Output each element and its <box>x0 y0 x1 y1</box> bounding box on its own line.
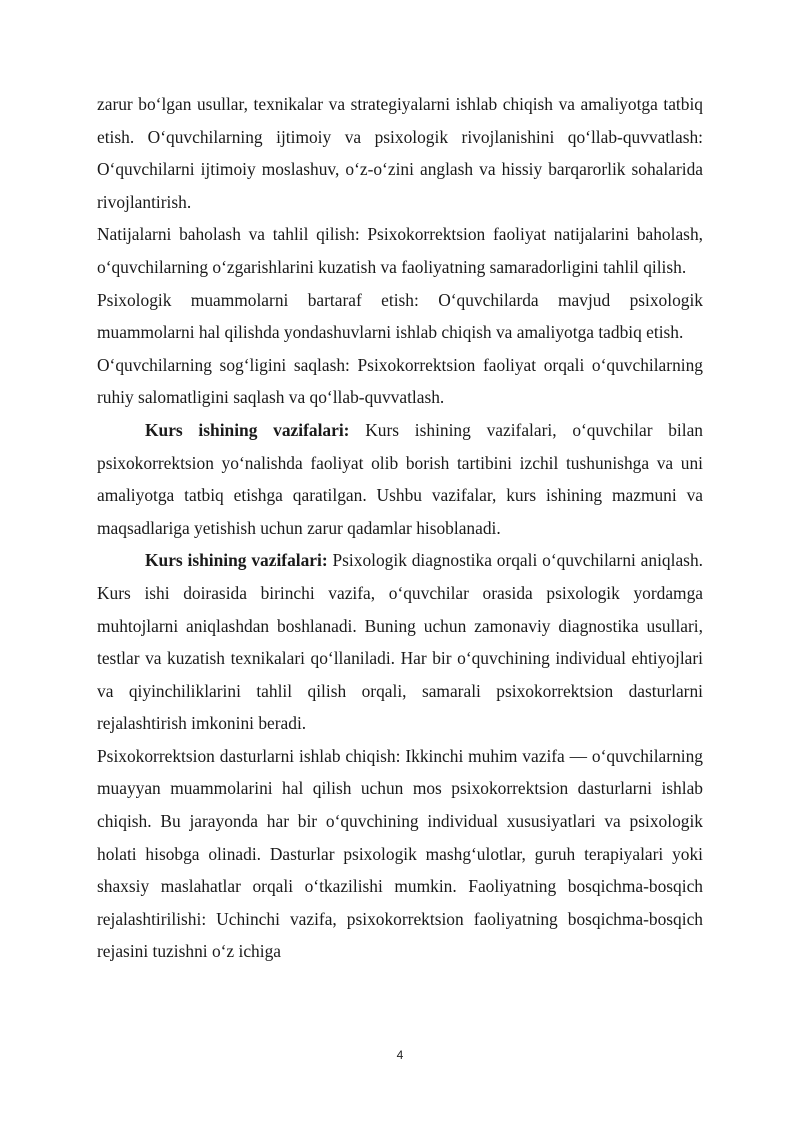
paragraph-3 <box>97 284 703 349</box>
paragraph-4-text: O‘quvchilarning sog‘ligini saqlash: Psixokorrektsion faoliyat orqali o‘quvchilarning ruhiy salomatligini saqlash va qo‘llab-quvvatlash. <box>97 354 703 408</box>
paragraph-2 <box>97 218 703 283</box>
page-number: 4 <box>396 1048 404 1062</box>
paragraph-6-text: Psixologik diagnostika orqali o‘quvchilarni aniqlash. Kurs ishi doirasida birinchi vazifa, o‘quvchilar orasida psixologik yordamga muhtojlarni aniqlashdan boshlanadi. Buning uchun zamonaviy diagnostika usullari, testlar va kuzatish texnikalari qo‘llaniladi. Har bir o‘quvchining individual ehtiyojlari va qiyinchiliklarini tahlil qilish orqali, samarali psixokorrektsion dasturlarni rejalashtirish imkonini beradi. <box>97 550 703 734</box>
paragraph-7-text: Psixokorrektsion dasturlarni ishlab chiqish: Ikkinchi muhim vazifa — o‘quvchilarning muayyan muammolarini hal qilish uchun mos psixokorrektsion dasturlarni ishlab chiqish. Bu jarayonda har bir o‘quvchining individual xususiyatlari va psixologik holati hisobga olinadi. Dasturlar psixologik mashg‘ulotlar, guruh terapiyalari yoki shaxsiy maslahatlar orqali o‘tkazilishi mumkin. Faoliyatning bosqichma-bosqich rejalashtirilishi: Uchinchi vazifa, psixokorrektsion faoliyatning bosqichma-bosqich rejasini tuzishni o‘z ichiga <box>97 745 703 962</box>
paragraph-5-heading: Kurs ishining vazifalari: <box>145 419 350 440</box>
paragraph-1-text: zarur bo‘lgan usullar, texnikalar va strategiyalarni ishlab chiqish va amaliyotga tatbiq etish. O‘quvchilarning ijtimoiy va psixologik rivojlanishini qo‘llab-quvvatlash: O‘quvchilarni ijtimoiy moslashuv, o‘z-o‘zini anglash va hissiy barqarorlik sohalarida rivojlantirish. <box>97 94 703 212</box>
page-body <box>97 88 703 968</box>
paragraph-6 <box>97 544 703 740</box>
paragraph-5 <box>97 414 703 544</box>
paragraph-2-text: Natijalarni baholash va tahlil qilish: Psixokorrektsion faoliyat natijalarini baholash, o‘quvchilarning o‘zgarishlarini kuzatish va faoliyatning samaradorligini tahlil qilish. <box>97 224 703 277</box>
paragraph-1 <box>97 88 703 218</box>
paragraph-3-text: Psixologik muammolarni bartaraf etish: O‘quvchilarda mavjud psixologik muammolarni hal qilishda yondashuvlarni ishlab chiqish va amaliyotga tadbiq etish. <box>97 289 703 343</box>
paragraph-5-text: Kurs ishining vazifalari, o‘quvchilar bilan psixokorrektsion yo‘nalishda faoliyat olib borish tartibini izchil tushunishga va uni amaliyotga tatbiq etishga qaratilgan. Ushbu vazifalar, kurs ishining mazmuni va maqsadlariga yetishish uchun zarur qadamlar hisoblanadi. <box>97 419 704 538</box>
paragraph-7 <box>97 740 703 968</box>
paragraph-6-heading: Kurs ishining vazifalari: <box>145 550 328 571</box>
paragraph-4 <box>97 349 703 414</box>
